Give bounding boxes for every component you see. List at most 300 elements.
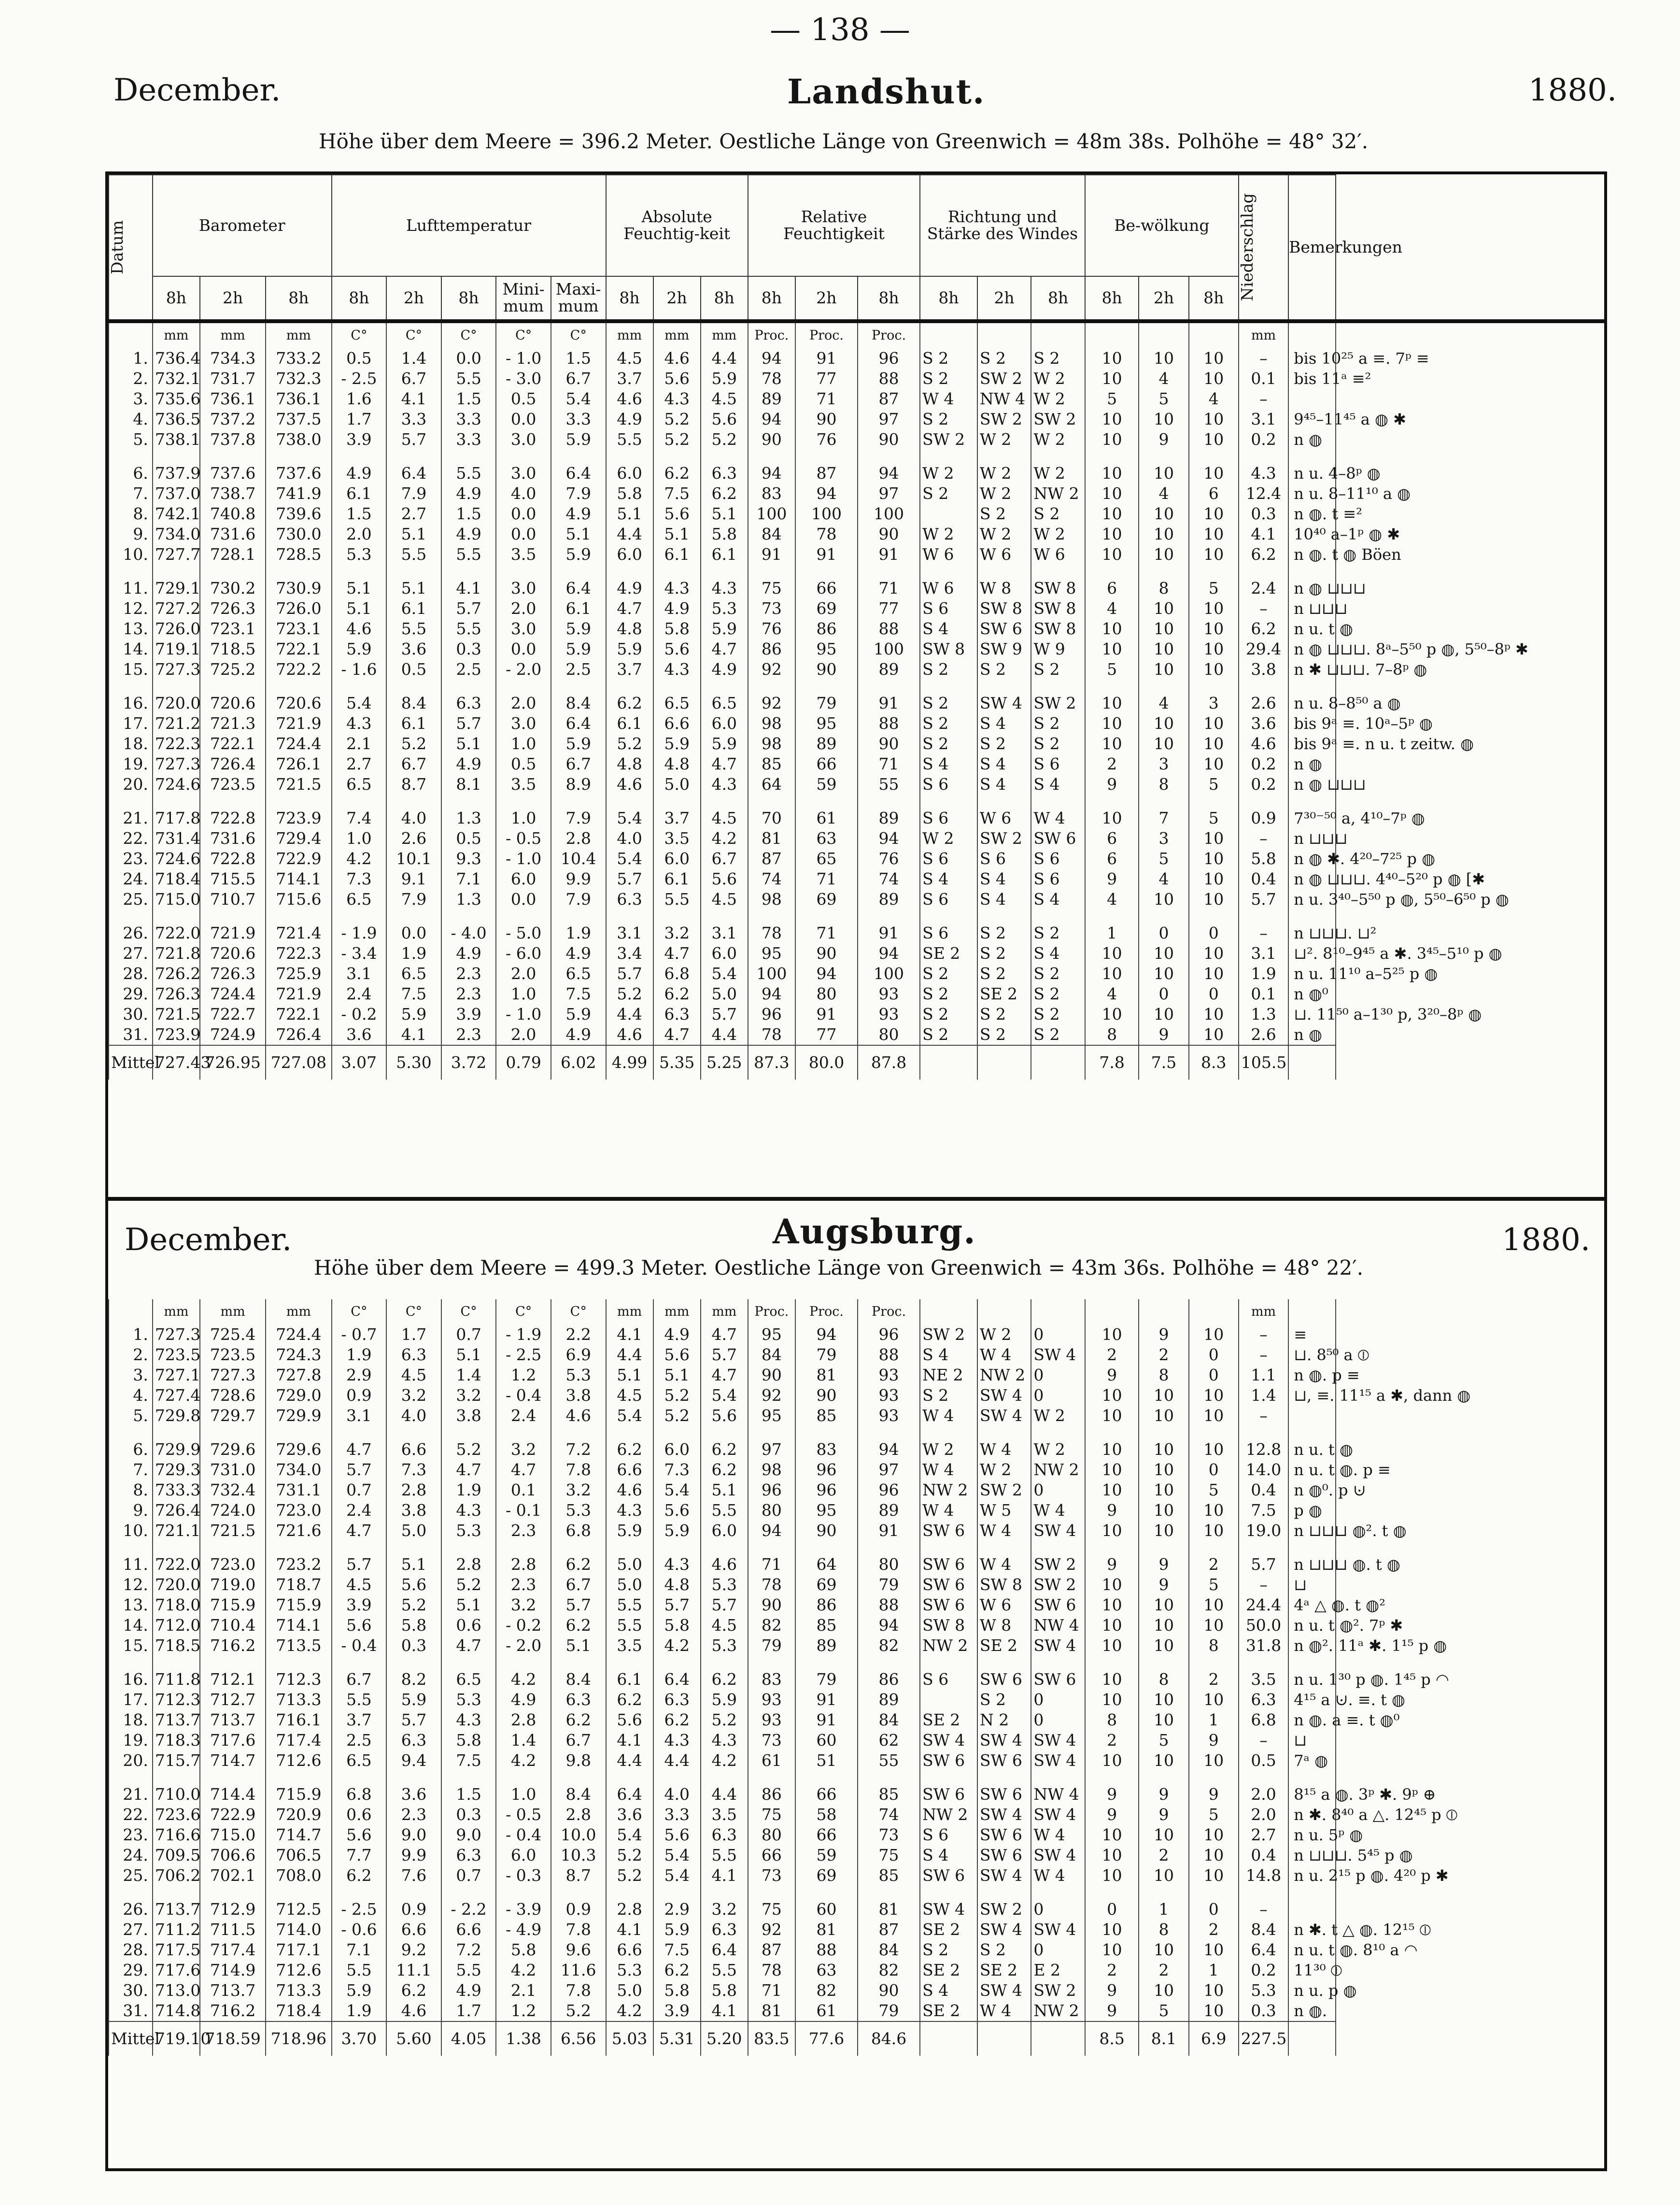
data-cell: 713.3: [266, 1690, 331, 1710]
data-cell: 93: [748, 1690, 795, 1710]
data-cell: 105.5: [1239, 1045, 1288, 1080]
data-cell: 719.10: [153, 2021, 200, 2056]
data-cell: 4.6: [551, 1406, 606, 1426]
data-cell: 5.2: [653, 409, 701, 429]
data-cell: 0.9: [332, 1385, 387, 1406]
data-cell: SW 6: [920, 1865, 977, 1886]
data-cell: 84: [858, 1710, 920, 1730]
data-cell: 9: [1085, 1365, 1139, 1385]
remarks-cell: bis 9ᵃ ≡. n u. t zeitw. ◍: [1288, 734, 1336, 754]
data-cell: 0: [1189, 1460, 1239, 1480]
data-cell: 5.6: [332, 1615, 387, 1636]
data-cell: - 0.4: [332, 1636, 387, 1656]
data-cell: 69: [795, 1575, 858, 1595]
station-title-landshut: Landshut.: [787, 71, 986, 112]
remarks-cell: n ◍. t ≡²: [1288, 504, 1336, 524]
data-cell: 0: [1031, 1886, 1085, 1920]
data-cell: SW 8: [920, 639, 977, 659]
table-row: [109, 1710, 1604, 1730]
data-cell: 5.0: [653, 774, 701, 795]
data-cell: 97: [748, 1426, 795, 1460]
data-cell: 9.1: [386, 869, 441, 889]
data-cell: 710.7: [200, 889, 266, 910]
units-cell: mm: [1239, 323, 1288, 348]
data-cell: - 0.5: [496, 1805, 551, 1825]
data-cell: 3.0: [496, 619, 551, 639]
data-cell: 710.4: [200, 1615, 266, 1636]
data-cell: [920, 2021, 977, 2056]
remarks-cell: n u. 8–8⁵⁰ a ◍: [1288, 680, 1336, 713]
date-cell: 22.: [109, 1805, 153, 1825]
data-cell: –: [1239, 1730, 1288, 1750]
data-cell: 86: [748, 639, 795, 659]
data-cell: 5.7: [1239, 1541, 1288, 1575]
data-cell: 10: [1085, 504, 1139, 524]
data-cell: - 6.0: [496, 943, 551, 964]
subheader-cell: 8h: [441, 276, 496, 320]
remarks-cell: [1288, 1045, 1336, 1080]
data-cell: 94: [858, 1615, 920, 1636]
data-cell: 2.6: [386, 828, 441, 849]
data-cell: 711.5: [200, 1920, 266, 1940]
data-cell: 8.4: [1239, 1920, 1288, 1940]
data-cell: 69: [795, 598, 858, 619]
data-cell: 10: [1189, 1004, 1239, 1024]
data-cell: SE 2: [977, 984, 1031, 1004]
date-cell: 1.: [109, 1324, 153, 1345]
data-cell: 2.5: [441, 659, 496, 680]
data-cell: 3.9: [332, 1595, 387, 1615]
data-cell: 9.6: [551, 1940, 606, 1960]
data-cell: 10: [1139, 544, 1188, 565]
units-cell: [1288, 323, 1336, 348]
units-cell: C°: [551, 1299, 606, 1324]
date-cell: 8.: [109, 1480, 153, 1500]
data-cell: NW 2: [1031, 484, 1085, 504]
data-cell: 71: [858, 565, 920, 598]
data-cell: 5.7: [653, 1595, 701, 1615]
data-cell: 8.4: [551, 1656, 606, 1690]
units-cell: mm: [1239, 1299, 1288, 1324]
data-cell: 79: [795, 1656, 858, 1690]
data-cell: 7.2: [551, 1426, 606, 1460]
data-cell: SW 2: [977, 828, 1031, 849]
data-cell: 2.0: [496, 1024, 551, 1045]
data-cell: 0: [1139, 910, 1188, 943]
data-cell: 78: [748, 910, 795, 943]
data-cell: 6: [1085, 849, 1139, 869]
data-cell: 4.4: [606, 1004, 653, 1024]
data-cell: 6.1: [653, 544, 701, 565]
data-cell: 0: [1189, 1365, 1239, 1385]
units-cell: Proc.: [748, 323, 795, 348]
data-cell: 3.2: [551, 1480, 606, 1500]
remarks-cell: n ⊔⊔⊔ ◍. t ◍: [1288, 1541, 1336, 1575]
data-cell: 10: [1139, 889, 1188, 910]
header-bewoelkung: Be-wölkung: [1085, 175, 1239, 276]
data-cell: SW 8: [1031, 598, 1085, 619]
data-cell: 714.4: [200, 1771, 266, 1805]
remarks-cell: n ◍². 11ᵃ ✱. 1¹⁵ p ◍: [1288, 1636, 1336, 1656]
data-cell: 9.3: [441, 849, 496, 869]
data-cell: - 0.3: [496, 1865, 551, 1886]
data-cell: 5.0: [701, 984, 748, 1004]
data-cell: 5.6: [653, 1825, 701, 1845]
data-cell: 5.7: [606, 964, 653, 984]
data-cell: 726.3: [200, 964, 266, 984]
data-cell: S 2: [977, 1004, 1031, 1024]
data-cell: 0.5: [332, 348, 387, 369]
data-cell: 4.9: [551, 504, 606, 524]
data-cell: 4.9: [551, 943, 606, 964]
data-cell: S 2: [920, 1004, 977, 1024]
data-cell: 3.5: [606, 1636, 653, 1656]
data-cell: 91: [795, 544, 858, 565]
data-cell: 5.2: [701, 1710, 748, 1730]
date-cell: 15.: [109, 659, 153, 680]
data-cell: 6.2: [1239, 544, 1288, 565]
data-cell: 4.1: [701, 2001, 748, 2021]
data-cell: 5.9: [701, 369, 748, 389]
data-cell: 727.43: [153, 1045, 200, 1080]
date-cell: 21.: [109, 1771, 153, 1805]
data-cell: 71: [795, 910, 858, 943]
data-cell: 4.4: [606, 524, 653, 544]
date-cell: 17.: [109, 713, 153, 734]
data-cell: 78: [748, 1960, 795, 1980]
data-cell: 0: [1189, 1345, 1239, 1365]
date-cell: 29.: [109, 984, 153, 1004]
data-cell: 5.1: [386, 1541, 441, 1575]
data-cell: 7.8: [551, 1920, 606, 1940]
data-cell: 91: [858, 680, 920, 713]
units-cell: mm: [653, 323, 701, 348]
data-cell: 721.5: [266, 774, 331, 795]
data-cell: 5: [1139, 849, 1188, 869]
data-cell: 3.0: [496, 565, 551, 598]
data-cell: 724.4: [200, 984, 266, 1004]
data-cell: 10: [1139, 598, 1188, 619]
data-cell: 9: [1139, 1805, 1188, 1825]
data-cell: 0: [1085, 1886, 1139, 1920]
data-cell: W 6: [920, 544, 977, 565]
data-cell: 7.9: [551, 795, 606, 828]
data-cell: - 0.4: [496, 1385, 551, 1406]
data-cell: 2: [1139, 1845, 1188, 1865]
data-cell: 737.6: [266, 450, 331, 484]
data-cell: 5.9: [551, 619, 606, 639]
data-cell: SW 9: [977, 639, 1031, 659]
date-cell: 19.: [109, 1730, 153, 1750]
data-cell: 4.3: [441, 1500, 496, 1521]
remarks-cell: [1288, 2021, 1336, 2056]
data-cell: SW 6: [1031, 828, 1085, 849]
data-cell: 6.3: [441, 680, 496, 713]
table-row: [109, 1940, 1604, 1960]
data-cell: 5.3: [1239, 1980, 1288, 2001]
data-cell: 723.9: [153, 1024, 200, 1045]
data-cell: 732.4: [200, 1480, 266, 1500]
data-cell: 1.9: [332, 2001, 387, 2021]
data-cell: 7.8: [551, 1460, 606, 1480]
table-row: [109, 910, 1604, 943]
remarks-cell: bis 9ᵃ ≡. 10ᵃ–5ᵖ ◍: [1288, 713, 1336, 734]
data-cell: 5: [1139, 2001, 1188, 2021]
data-cell: 14.8: [1239, 1865, 1288, 1886]
data-cell: 741.9: [266, 484, 331, 504]
data-cell: 2.7: [1239, 1825, 1288, 1845]
data-cell: 727.3: [153, 659, 200, 680]
data-cell: 1: [1139, 1886, 1188, 1920]
data-cell: 5.9: [701, 619, 748, 639]
data-cell: 83: [748, 1656, 795, 1690]
data-cell: - 4.0: [441, 910, 496, 943]
data-cell: 3.5: [496, 544, 551, 565]
data-cell: 8: [1139, 1365, 1188, 1385]
table-row: [109, 429, 1604, 450]
data-cell: 8.7: [551, 1865, 606, 1886]
remarks-cell: 7³⁰⁻⁵⁰ a, 4¹⁰–7ᵖ ◍: [1288, 795, 1336, 828]
data-cell: 6.7: [701, 849, 748, 869]
data-cell: 10: [1139, 1004, 1188, 1024]
data-cell: 4.4: [606, 1750, 653, 1771]
table-row: [109, 619, 1604, 639]
data-cell: 3: [1189, 680, 1239, 713]
data-cell: 5.1: [606, 504, 653, 524]
data-cell: 61: [795, 2001, 858, 2021]
data-cell: 0.3: [441, 1805, 496, 1825]
units-cell: C°: [441, 1299, 496, 1324]
data-cell: 96: [748, 1004, 795, 1024]
data-cell: 10: [1189, 1845, 1239, 1865]
data-cell: 5.8: [1239, 849, 1288, 869]
data-cell: 1.5: [551, 348, 606, 369]
data-cell: 709.5: [153, 1845, 200, 1865]
data-cell: 78: [748, 1575, 795, 1595]
table-row: [109, 849, 1604, 869]
data-cell: 10: [1139, 964, 1188, 984]
data-cell: 729.6: [200, 1426, 266, 1460]
table-row: [109, 1750, 1604, 1771]
data-cell: 5.4: [653, 1480, 701, 1500]
header-niederschlag: Niederschlag: [1239, 175, 1288, 320]
data-cell: 79: [858, 2001, 920, 2021]
remarks-cell: bis 10²⁵ a ≡. 7ᵖ ≡: [1288, 348, 1336, 369]
data-cell: 6.4: [551, 713, 606, 734]
data-cell: 83.5: [748, 2021, 795, 2056]
data-cell: 10: [1189, 1690, 1239, 1710]
data-cell: 5.9: [551, 734, 606, 754]
data-cell: S 2: [1031, 734, 1085, 754]
date-cell: 25.: [109, 1865, 153, 1886]
data-cell: 10: [1139, 1940, 1188, 1960]
data-cell: –: [1239, 598, 1288, 619]
data-cell: W 5: [977, 1500, 1031, 1521]
table-row: [109, 1886, 1604, 1920]
data-cell: NW 2: [1031, 2001, 1085, 2021]
data-cell: 8.1: [441, 774, 496, 795]
data-cell: 4.2: [701, 828, 748, 849]
data-cell: 5.5: [441, 544, 496, 565]
data-cell: 96: [858, 1480, 920, 1500]
data-cell: 10: [1085, 1690, 1139, 1710]
remarks-cell: n ◍: [1288, 429, 1336, 450]
data-cell: 6.4: [551, 450, 606, 484]
data-cell: - 1.9: [496, 1324, 551, 1345]
remarks-cell: 4¹⁵ a ⊍. ≡. t ◍: [1288, 1690, 1336, 1710]
data-cell: 97: [858, 1460, 920, 1480]
data-cell: - 1.6: [332, 659, 387, 680]
data-cell: S 4: [1031, 889, 1085, 910]
header-lufttemperatur: Lufttemperatur: [332, 175, 606, 276]
units-cell: [1031, 1299, 1085, 1324]
data-cell: SW 6: [920, 1595, 977, 1615]
data-cell: 2.7: [332, 754, 387, 774]
data-cell: 8: [1139, 1656, 1188, 1690]
data-cell: 5.4: [701, 1385, 748, 1406]
data-cell: S 2: [1031, 348, 1085, 369]
data-cell: - 0.5: [496, 828, 551, 849]
data-cell: S 2: [977, 910, 1031, 943]
table-row: [109, 348, 1604, 369]
data-cell: 5.2: [653, 1385, 701, 1406]
data-cell: 5.3: [441, 1690, 496, 1710]
data-cell: 2.9: [653, 1886, 701, 1920]
data-cell: SE 2: [920, 1710, 977, 1730]
remarks-cell: [1288, 1406, 1336, 1426]
data-cell: 5.4: [332, 680, 387, 713]
subheader-cell: 8h: [920, 276, 977, 320]
data-cell: 4: [1139, 484, 1188, 504]
data-cell: S 4: [920, 1980, 977, 2001]
data-cell: 0.5: [386, 659, 441, 680]
data-cell: 6: [1085, 828, 1139, 849]
data-cell: 8: [1085, 1024, 1139, 1045]
data-cell: NW 2: [920, 1636, 977, 1656]
data-cell: 10: [1085, 1324, 1139, 1345]
data-cell: 5.7: [551, 1595, 606, 1615]
data-cell: 10: [1189, 619, 1239, 639]
data-cell: 10: [1085, 450, 1139, 484]
date-cell: 28.: [109, 1940, 153, 1960]
data-cell: 724.3: [266, 1345, 331, 1365]
data-cell: 5.31: [653, 2021, 701, 2056]
data-cell: 0.9: [551, 1886, 606, 1920]
data-cell: 733.3: [153, 1480, 200, 1500]
data-cell: 5.7: [701, 1004, 748, 1024]
data-cell: 6.7: [551, 754, 606, 774]
data-cell: W 2: [1031, 1426, 1085, 1460]
data-cell: SW 2: [1031, 1541, 1085, 1575]
data-cell: 227.5: [1239, 2021, 1288, 2056]
data-cell: 10.1: [386, 849, 441, 869]
data-cell: 77.6: [795, 2021, 858, 2056]
data-cell: 10: [1085, 1575, 1139, 1595]
data-cell: 5.4: [606, 849, 653, 869]
data-cell: 4: [1085, 598, 1139, 619]
data-cell: 84: [748, 524, 795, 544]
data-cell: 91: [795, 348, 858, 369]
data-cell: W 4: [920, 1406, 977, 1426]
data-cell: SW 6: [920, 1521, 977, 1541]
data-cell: S 2: [920, 659, 977, 680]
data-cell: 716.2: [200, 2001, 266, 2021]
data-cell: 5.9: [386, 1004, 441, 1024]
data-cell: 10: [1139, 1595, 1188, 1615]
data-cell: 7.4: [332, 795, 387, 828]
data-cell: 3.8: [1239, 659, 1288, 680]
subheader-cell: 8h: [748, 276, 795, 320]
date-cell: 10.: [109, 544, 153, 565]
data-cell: 81: [795, 1920, 858, 1940]
data-cell: [977, 2021, 1031, 2056]
date-cell: 31.: [109, 1024, 153, 1045]
data-cell: 737.5: [266, 409, 331, 429]
data-cell: S 6: [1031, 754, 1085, 774]
data-cell: 721.4: [266, 910, 331, 943]
data-cell: 6.7: [386, 369, 441, 389]
data-cell: 10: [1139, 1690, 1188, 1710]
data-cell: 92: [748, 1385, 795, 1406]
subheader-cell: 8h: [701, 276, 748, 320]
data-cell: 4.5: [332, 1575, 387, 1595]
data-cell: 730.0: [266, 524, 331, 544]
data-cell: W 4: [1031, 1865, 1085, 1886]
table-row: [109, 1004, 1604, 1024]
subheader-cell: 2h: [977, 276, 1031, 320]
data-cell: 4.5: [606, 348, 653, 369]
data-cell: 10: [1189, 713, 1239, 734]
data-cell: S 6: [920, 774, 977, 795]
data-cell: 80.0: [795, 1045, 858, 1080]
data-cell: 2.3: [386, 1805, 441, 1825]
data-cell: W 4: [920, 389, 977, 409]
data-cell: 710.0: [153, 1771, 200, 1805]
data-cell: 718.96: [266, 2021, 331, 2056]
data-cell: 3.6: [606, 1805, 653, 1825]
data-cell: 1.7: [386, 1324, 441, 1345]
data-cell: 3.6: [386, 639, 441, 659]
data-cell: S 6: [920, 795, 977, 828]
data-cell: 4.9: [551, 1024, 606, 1045]
data-cell: 90: [795, 1385, 858, 1406]
station-title-augsburg: Augsburg.: [773, 1211, 976, 1252]
data-cell: N 2: [977, 1710, 1031, 1730]
data-cell: 95: [748, 1324, 795, 1345]
data-cell: 60: [795, 1886, 858, 1920]
data-cell: 729.9: [266, 1406, 331, 1426]
subheader-cell: 8h: [1085, 276, 1139, 320]
data-cell: 728.6: [200, 1385, 266, 1406]
data-cell: 5: [1189, 1575, 1239, 1595]
data-cell: 732.3: [266, 369, 331, 389]
data-cell: 64: [795, 1541, 858, 1575]
data-cell: 0.6: [332, 1805, 387, 1825]
data-cell: 5.5: [701, 1500, 748, 1521]
data-cell: 4.9: [441, 1980, 496, 2001]
data-cell: 0.7: [441, 1865, 496, 1886]
data-cell: 4.7: [701, 639, 748, 659]
units-cell: C°: [496, 1299, 551, 1324]
data-cell: W 2: [977, 524, 1031, 544]
data-cell: SE 2: [920, 1960, 977, 1980]
data-cell: 3.1: [1239, 409, 1288, 429]
data-cell: 1.3: [441, 889, 496, 910]
data-cell: [920, 1045, 977, 1080]
year-label-landshut: 1880.: [1528, 72, 1617, 108]
data-cell: NW 4: [1031, 1771, 1085, 1805]
data-cell: 10: [1139, 1980, 1188, 2001]
